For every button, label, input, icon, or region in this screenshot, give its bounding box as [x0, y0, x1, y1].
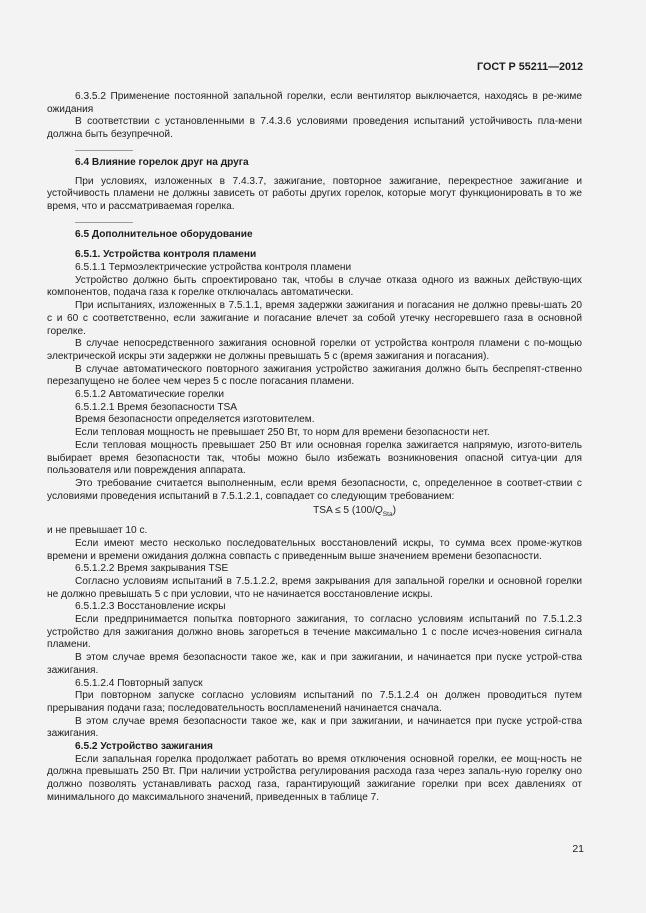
formula-subscript: Sta	[382, 511, 393, 519]
paragraph: При условиях, изложенных в 7.4.3.7, зажигание, повторное зажигание, перекрестное зажигание и устойчивость пламени не должны зависеть от работы других горелок, которые могут функционировать в то же время, что и рассматриваемая горелка.	[47, 175, 582, 212]
paragraph: 6.5.1.2.1 Время безопасности TSA	[75, 401, 238, 413]
paragraph: В случае автоматического повторного зажигания устройство зажигания должно быть беспрепят-ственно перезапущено не более чем через 5 с после погасания пламени.	[47, 363, 582, 388]
paragraph: В соответствии с установленными в 7.4.3.6 условиями проведения испытаний устойчивость пла-мени должна быть безупречной.	[47, 116, 582, 141]
section-divider	[75, 222, 133, 223]
section-heading: 6.5 Дополнительное оборудование	[75, 228, 253, 240]
paragraph: Это требование считается выполненным, если время безопасности, с, определенное в соответ-ствии с условиями проведения испытаний в 7.5.1.2.1, совпадает со следующим требованием:	[47, 477, 582, 502]
paragraph: 6.5.1.1 Термоэлектрические устройства контроля пламени	[75, 262, 352, 274]
paragraph: Согласно условиям испытаний в 7.5.1.2.2, время закрывания для запальной горелки и основной горелки не должно превышать 5 с при условии, что не начинается восстановление искры.	[47, 575, 582, 600]
paragraph: 6.5.1.2.2 Время закрывания TSE	[75, 563, 229, 575]
formula-variable: Q	[374, 505, 383, 517]
paragraph: При испытаниях, изложенных в 7.5.1.1, время задержки зажигания и погасания не должно превы-шать 20 с и 60 с соответственно, если зажигание и погасание влечет за собой утечку несгоревшего газа в основной горелке.	[47, 300, 582, 337]
paragraph: При повторном запуске согласно условиям испытаний по 7.5.1.2.4 он должен проводиться путем прерывания подачи газа; последовательность воспламенений начинается сначала.	[47, 690, 582, 714]
section-divider	[75, 150, 133, 151]
paragraph: В этом случае время безопасности такое же, как и при зажигании, и начинается при пуске устрой-ства зажигания.	[47, 715, 582, 740]
formula	[47, 505, 582, 522]
paragraph: Если тепловая мощность не превышает 250 Вт, то норм для времени безопасности нет.	[75, 427, 490, 439]
subsection-heading: 6.5.2 Устройство зажигания	[75, 741, 213, 753]
paragraph: Если запальная горелка продолжает работать во время отключения основной горелки, ее мощ-ность не должна превышать 250 Вт. При наличии устройства регулирования расхода газа через запаль-ную горелку оно должно позволять устанавливать расход газа, гарантирующий зажигание горелки при всех давлениях от минимального до максимального значений, приведенных в таблице 7.	[47, 753, 582, 803]
paragraph: Время безопасности определяется изготовителем.	[75, 414, 315, 426]
paragraph: Если имеют место несколько последовательных восстановлений искры, то сумма всех проме-жутков времени и времени ожидания должна совпасть с приведенным выше значением времени безопасности.	[47, 537, 582, 562]
page-body	[47, 91, 582, 805]
paragraph: 6.3.5.2 Применение постоянной запальной горелки, если вентилятор выключается, находясь в ре-жиме ожидания	[47, 91, 582, 115]
paragraph: 6.5.1.2.3 Восстановление искры	[75, 601, 226, 613]
page-number: 21	[572, 843, 584, 855]
subsection-heading: 6.5.1. Устройства контроля пламени	[75, 249, 257, 261]
paragraph: 6.5.1.2 Автоматические горелки	[75, 389, 225, 401]
paragraph: Если предпринимается попытка повторного зажигания, то согласно условиям испытаний по 7.5.1.2.3 устройство для зажигания должно вновь загореться в течение максимально 1 с после исчез-новения сигнала пламени.	[47, 614, 582, 651]
paragraph: 6.5.1.2.4 Повторный запуск	[75, 677, 203, 689]
paragraph: и не превышает 10 с.	[47, 525, 148, 537]
section-heading: 6.4 Влияние горелок друг на друга	[75, 156, 249, 168]
paragraph: Устройство должно быть спроектировано так, чтобы в случае отказа одного из важных действую-щих компонентов, подача газа к горелке отключалась автоматически.	[47, 274, 582, 299]
standard-header: ГОСТ Р 55211—2012	[477, 61, 583, 73]
paragraph: Если тепловая мощность превышает 250 Вт или основная горелка зажигается напрямую, изгото-витель выбирает время безопасности так, чтобы можно было избежать возникновения опасной ситуа-ции для пользователя или повреждения аппарата.	[47, 439, 582, 477]
paragraph: В этом случае время безопасности такое же, как и при зажигании, и начинается при пуске устрой-ства зажигания.	[47, 652, 582, 676]
formula-end: )	[392, 505, 396, 517]
paragraph: В случае непосредственного зажигания основной горелки от устройства контроля пламени с по-мощью электрической искры эти задержки не должны превышать 5 с (время зажигания и погасания).	[47, 338, 582, 362]
formula-main: TSA ≤ 5 (100/	[313, 505, 375, 517]
